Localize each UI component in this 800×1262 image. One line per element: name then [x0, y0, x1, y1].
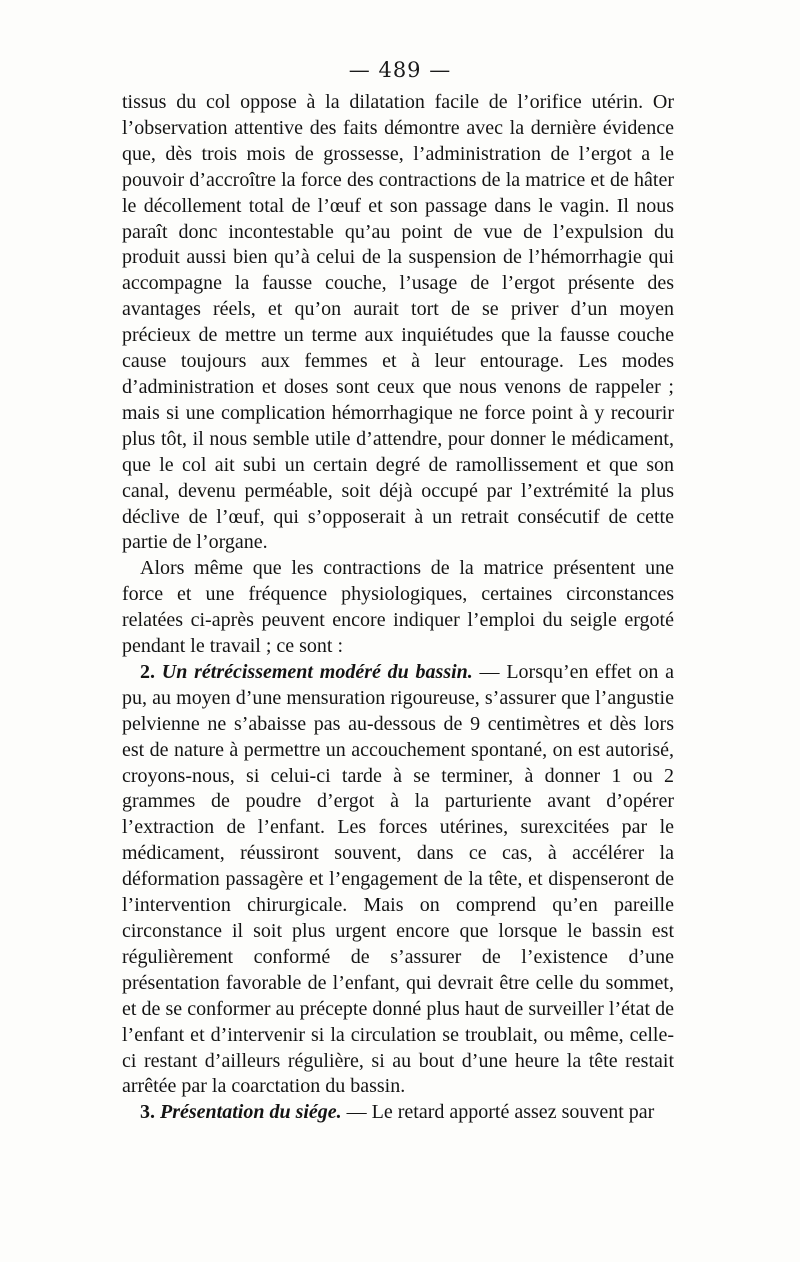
- paragraph-2: Alors même que les contractions de la matrice présentent une force et une fréquence physiologiques, certaines circonstances relatées ci-après peuvent encore indiquer l’emploi du seigle ergoté pendant le travail ; ce sont :: [122, 557, 674, 658]
- section-text-2: — Lorsqu’en effet on a pu, au moyen d’une mensuration rigoureuse, s’assurer que l’angustie pelvienne ne s’abaisse pas au-dessous de 9 centimètres et dès lors est de nature à permettre un accouchement spontané, on est autorisé, croyons-nous, si celui-ci tarde à se terminer, à donner 1 ou 2 grammes de poudre d’ergot à la parturiente avant d’opérer l’extraction de l’enfant. Les forces utérines, surexcitées par le médicament, réussiront souvent, dans ce cas, à accélérer la déformation passagère et l’engagement de la tête, et dispenseront de l’intervention chirurgicale. Mais on comprend qu’en pareille circonstance il soit plus urgent encore que lorsque le bassin est régulièrement conformé de s’assurer de l’existence d’une présentation favorable de l’enfant, qui devrait être celle du sommet, et de se conformer au précepte donné plus haut de surveiller l’état de l’enfant et d’intervenir si la circulation se troublait, ou même, celle-ci restant d’ailleurs régulière, si au bout d’une heure la tête restait arrêtée par la coarctation du bassin.: [122, 660, 675, 1098]
- body-text: [122, 90, 674, 1126]
- section-heading-3: Présentation du siége.: [160, 1101, 342, 1124]
- paragraph-4: [122, 1100, 674, 1126]
- section-number-2: 2.: [140, 660, 155, 683]
- paragraph-3: [122, 660, 674, 1100]
- paragraph-1: tissus du col oppose à la dilatation facile de l’orifice utérin. Or l’observation attentive des faits démontre avec la dernière évidence que, dès trois mois de grossesse, l’administration de l’ergot a le pouvoir d’accroître la force des contractions de la matrice et de hâter le décollement total de l’œuf et son passage dans le vagin. Il nous paraît donc incontestable qu’au point de vue de l’expulsion du produit aussi bien qu’à celui de la suspension de l’hémorrhagie qui accompagne la fausse couche, l’usage de l’ergot présente des avantages réels, et qu’on aurait tort de se priver d’un moyen précieux de mettre un terme aux inquiétudes que la fausse couche cause toujours aux femmes et à leur entourage. Les modes d’administration et doses sont ceux que nous venons de rappeler ; mais si une complication hémorrhagique ne force point à y recourir plus tôt, il nous semble utile d’attendre, pour donner le médicament, que le col ait subi un certain degré de ramollissement et que son canal, devenu perméable, soit déjà occupé par l’extrémité la plus déclive de l’œuf, qui s’opposerait à un retrait consécutif de cette partie de l’organe.: [122, 91, 674, 554]
- section-heading-2: Un rétrécissement modéré du bassin.: [161, 660, 473, 683]
- section-text-3: — Le retard apporté assez souvent par: [341, 1101, 655, 1124]
- page-number: — 489 —: [348, 58, 452, 82]
- section-number-3: 3.: [140, 1101, 155, 1124]
